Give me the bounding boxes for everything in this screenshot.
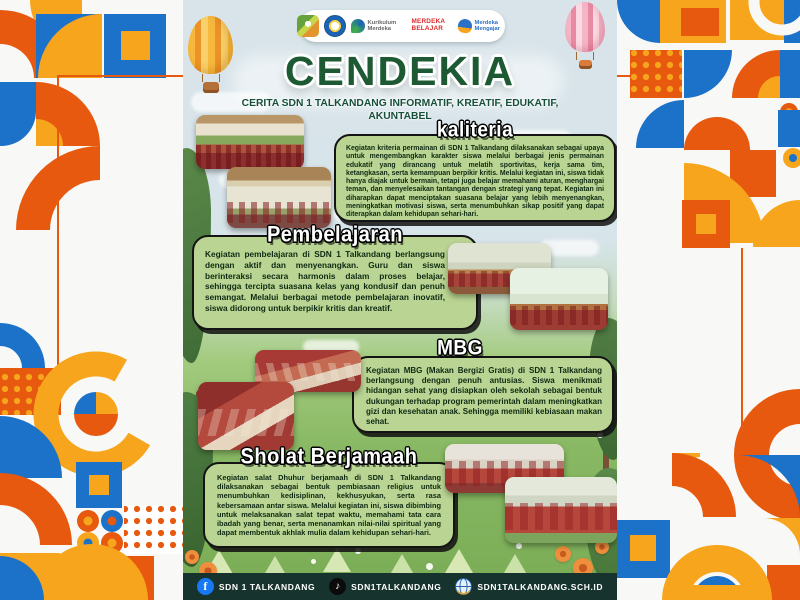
right-decorative-border	[617, 0, 800, 600]
tiktok-icon: ♪	[329, 578, 346, 595]
tiktok-handle: SDN1TALKANDANG	[351, 581, 442, 592]
section-card-kaliteria: Kegiatan kriteria permainan di SDN 1 Talkandang dilaksanakan sebagai upaya untuk mengembangkan karakter siswa melalui berbagai jenis permainan edukatif yang dirancang untuk melatih sportivitas, kerja sama tim, ketangkasan, serta kemampuan berpikir kritis. Melalui kegiatan ini, siswa tidak hanya diajak untuk bermain, tetapi juga belajar memahami aturan, menghargai teman, dan menyelesaikan tantangan dengan strategi yang tepat. Kegiatan ini diharapkan dapat menciptakan suasana belajar yang lebih menyenangkan, meningkatkan motivasi siswa, serta menumbuhkan sikap positif yang dapat diterapkan dalam kehidupan sehari-hari.	[334, 134, 616, 222]
section-card-sholat-berjamaah: Kegiatan salat Dhuhur berjamaah di SDN 1 Talkandang dilaksanakan sebagai bentuk pembiasaan religius untuk menumbuhkan kedisiplinan, kekhusyukan, serta rasa kebersamaan antar siswa. Melalui kegiatan ini, siswa dibimbing untuk melaksanakan salat tepat waktu, memahami tata cara ibadah yang benar, serta menanamkan nilai-nilai spiritual yang dapat membentuk akhlak mulia dalam kehidupan sehari-hari.	[203, 462, 455, 548]
photo-kegiatan-permainan-2	[227, 167, 331, 228]
social-footer-bar	[183, 573, 617, 600]
facebook-icon: f	[197, 578, 214, 595]
left-decorative-border	[0, 0, 183, 600]
section-heading-sholat-berjamaah: Sholat Berjamaah	[240, 444, 418, 470]
flower-dot	[516, 543, 522, 549]
website-url: SDN1TALKANDANG.SCH.ID	[477, 581, 604, 592]
merdeka-belajar-label: MERDEKA BELAJAR	[411, 18, 445, 32]
merdeka-mengajar-logo	[458, 19, 509, 33]
photo-kegiatan-permainan-1	[196, 115, 304, 169]
page-title: CENDEKIA	[284, 48, 516, 94]
facebook-item[interactable]	[197, 578, 315, 595]
tiktok-item[interactable]	[329, 578, 441, 595]
flower-illustration	[185, 550, 199, 564]
section-heading-mbg: MBG	[437, 336, 483, 361]
merdeka-belajar-logo	[412, 19, 448, 32]
section-card-pembelajaran: Kegiatan pembelajaran di SDN 1 Talkandang berlangsung dengan aktif dan menyenangkan. Guru dan siswa berinteraksi secara harmonis dalam proses belajar, sehingga tercipta suasana kelas yang kondusif dan penuh semangat. Melalui berbagai metode pembelajaran inovatif, siswa didorong untuk berpikir kritis dan kreatif.	[192, 235, 478, 330]
kurikulum-merdeka-logo	[351, 19, 402, 33]
kurikulum-merdeka-label: Kurikulum Merdeka	[367, 19, 397, 32]
photo-mbg-2	[198, 382, 294, 450]
poster	[183, 0, 617, 600]
flower-dot	[311, 559, 316, 564]
mountain-illustration	[323, 548, 351, 572]
flower-dot	[426, 563, 433, 570]
logo-bar	[300, 10, 505, 42]
photo-sholat-2	[505, 477, 617, 543]
merdeka-mengajar-icon	[457, 18, 473, 34]
section-heading-pembelajaran: Pembelajaran	[266, 222, 404, 248]
globe-icon	[455, 578, 472, 595]
flower-illustration	[555, 546, 571, 562]
kemdikbud-tutwuri-logo-icon	[324, 15, 346, 37]
merdeka-mengajar-label: Merdeka Mengajar	[474, 19, 500, 32]
section-card-mbg: Kegiatan MBG (Makan Bergizi Gratis) di SDN 1 Talkandang berlangsung dengan penuh antusias. Siswa menikmati hidangan sehat yang disiapkan oleh sekolah sebagai bentuk dukungan terhadap program pemerintah dalam meningkatkan gizi dan kesehatan anak. Sehingga memiliki kebiasaan makan sehat.	[352, 356, 614, 433]
flower-dot	[355, 548, 361, 554]
facebook-handle: SDN 1 TALKANDANG	[218, 581, 316, 592]
balloon-envelope	[565, 2, 605, 52]
mountain-illustration	[445, 549, 473, 573]
school-logo-icon	[297, 15, 319, 37]
section-heading-kaliteria: kaliteria	[436, 118, 514, 143]
kurikulum-merdeka-icon	[351, 19, 365, 33]
page-subtitle: CERITA SDN 1 TALKANDANG INFORMATIF, KREATIF, EDUKATIF, AKUNTABEL	[241, 98, 559, 123]
website-item[interactable]	[455, 578, 603, 595]
photo-pembelajaran-2	[510, 268, 608, 330]
